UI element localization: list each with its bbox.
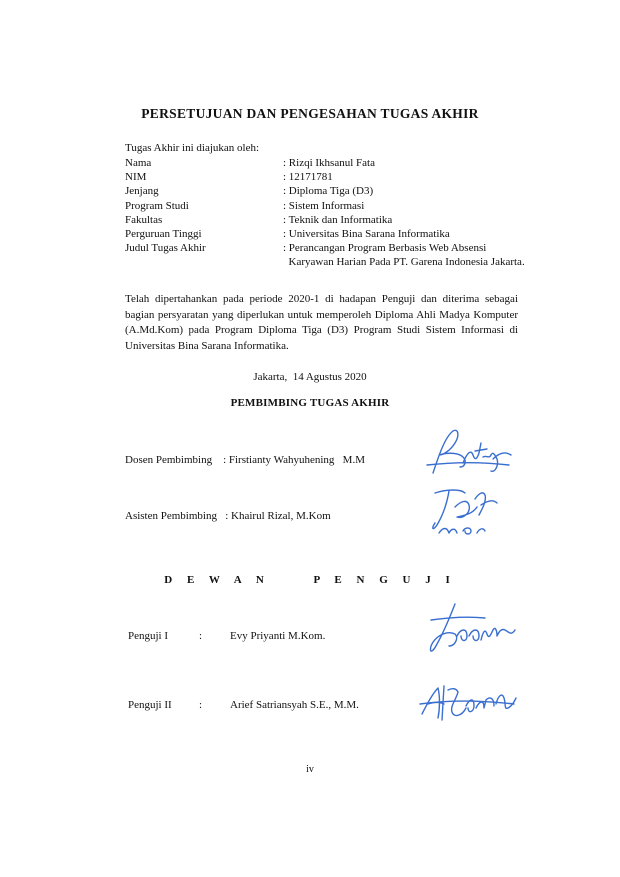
info-row	[125, 184, 553, 198]
info-label: NIM	[125, 171, 147, 184]
info-row	[125, 170, 553, 184]
signature-penguji-2	[418, 678, 518, 728]
info-label: Perguruan Tinggi	[125, 228, 202, 241]
date-line: Jakarta, 14 Agustus 2020	[253, 371, 367, 383]
approval-paragraph: Telah dipertahankan pada periode 2020-1 di hadapan Penguji dan diterima sebagai bagian persyaratan yang diperlukan untuk memperoleh Diploma Ahli Madya Komputer (A.Md.Kom) pada Program Diploma Tiga (D3) Program Studi Sistem Informasi di Universitas Bina Sarana Informatika.	[125, 293, 518, 352]
info-label: Nama	[125, 157, 152, 169]
info-label: Program Studi	[125, 199, 189, 212]
penguji2-name: Arief Satriansyah S.E., M.M.	[230, 699, 359, 711]
penguji1-colon: :	[199, 630, 203, 642]
penguji2-label: Penguji II	[128, 699, 172, 711]
info-value: : Teknik dan Informatika	[283, 213, 393, 226]
dewan-penguji-heading: D E W A N P E N G U J I	[164, 574, 456, 586]
page-number: iv	[306, 764, 314, 775]
signature-asisten-pembimbing	[425, 485, 515, 540]
page-title: PERSETUJUAN DAN PENGESAHAN TUGAS AKHIR	[141, 106, 479, 121]
pembimbing-heading: PEMBIMBING TUGAS AKHIR	[230, 397, 390, 409]
info-label: Jenjang	[125, 185, 159, 198]
info-value: : Perancangan Program Berbasis Web Absensi	[283, 242, 487, 255]
info-row	[125, 227, 553, 241]
info-row	[125, 213, 553, 227]
info-row	[125, 241, 553, 255]
info-value: : 12171781	[283, 171, 333, 184]
info-label	[125, 255, 283, 269]
info-label: Judul Tugas Akhir	[125, 242, 206, 255]
penguji2-colon: :	[199, 699, 203, 711]
info-row	[125, 199, 553, 213]
penguji1-label: Penguji I	[128, 630, 169, 642]
info-value: : Diploma Tiga (D3)	[283, 185, 374, 198]
info-row	[125, 255, 553, 269]
signature-penguji-1	[425, 600, 517, 660]
asisten-pembimbing-line: Asisten Pembimbing : Khairul Rizal, M.Kom	[125, 510, 331, 522]
intro-text: Tugas Akhir ini diajukan oleh:	[125, 142, 260, 154]
info-row	[125, 156, 553, 170]
info-value: Karyawan Harian Pada PT. Garena Indonesia Jakarta.	[283, 256, 525, 269]
info-value: : Sistem Informasi	[283, 199, 365, 212]
info-value: : Universitas Bina Sarana Informatika	[283, 228, 450, 241]
student-info	[125, 156, 553, 270]
info-label: Fakultas	[125, 213, 163, 226]
penguji1-name: Evy Priyanti M.Kom.	[230, 630, 326, 642]
info-value: : Rizqi Ikhsanul Fata	[283, 157, 375, 169]
dosen-pembimbing-line: Dosen Pembimbing : Firstianty Wahyuhening M.M	[125, 454, 365, 466]
signature-dosen-pembimbing	[425, 425, 515, 480]
